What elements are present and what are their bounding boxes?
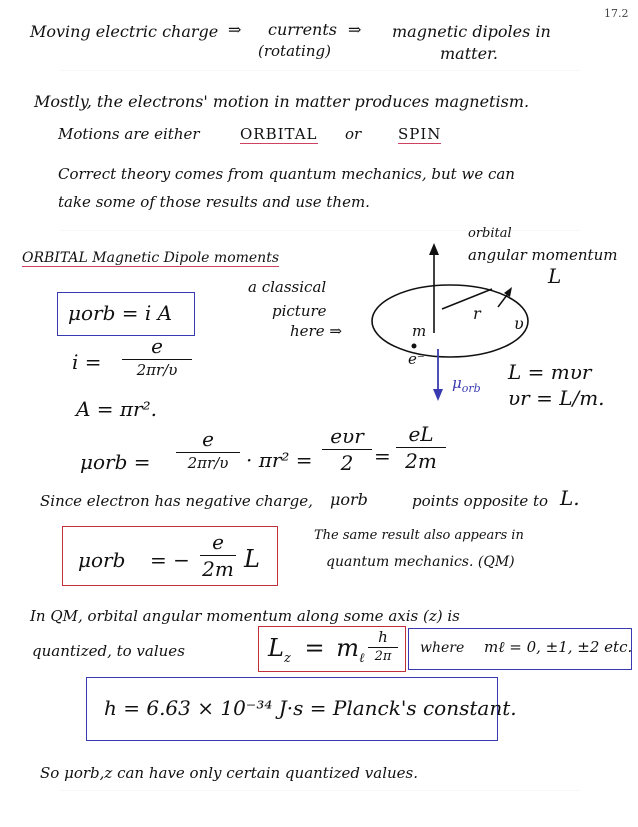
muorb-equals: = — [374, 444, 391, 468]
Lz-symbol: L — [268, 634, 284, 662]
muorb-frac2 — [322, 424, 372, 475]
classical-line1: a classical — [248, 278, 327, 296]
or-word: or — [345, 125, 362, 143]
m-label: m — [412, 322, 427, 340]
intro-dipoles: magnetic dipoles in — [392, 22, 551, 41]
mu-orb-diagram-label — [452, 374, 481, 395]
vr-equation: υr = L/m. — [508, 386, 605, 410]
since-L: L. — [560, 486, 580, 510]
page-number: 17.2 — [604, 7, 629, 20]
area-equation: A = πr². — [76, 397, 157, 421]
frac3-denominator: 2m — [405, 449, 437, 473]
para-motions: Motions are either — [58, 125, 200, 143]
since-mu: μorb — [330, 490, 368, 509]
L-equation: L = mυr — [508, 360, 592, 384]
r-label: r — [473, 304, 481, 323]
h-over-2pi — [368, 628, 398, 664]
classical-line3: here ⇒ — [290, 322, 342, 340]
since-text: Since electron has negative charge, — [40, 492, 313, 510]
intro-rotating: (rotating) — [258, 42, 331, 60]
quantized-line2: quantized, to values — [32, 642, 185, 660]
implies-arrow: ⇒ — [228, 20, 242, 39]
i-numerator: e — [151, 334, 163, 358]
Lz-equation — [268, 634, 364, 666]
fraction-bar — [176, 452, 240, 453]
frac2-denominator: 2 — [340, 451, 354, 475]
frac1-numerator: e — [202, 427, 214, 451]
since-rest: points opposite to — [412, 492, 549, 510]
intro-moving-charge: Moving electric charge — [30, 22, 219, 41]
muorb-frac3 — [396, 422, 446, 473]
paper-rule — [60, 70, 580, 71]
orbital-keyword: ORBITAL — [240, 125, 318, 143]
frac2-numerator: eυr — [330, 424, 364, 448]
Lz-subscript: z — [283, 650, 291, 666]
vector-mu-orb: μorb — [78, 548, 126, 572]
Lz-equals: = — [304, 634, 325, 662]
h-denominator: 2π — [374, 649, 392, 664]
ml-values: mℓ = 0, ±1, ±2 etc. — [484, 638, 633, 656]
quantized-line1: In QM, orbital angular momentum along some axis (z) is — [30, 607, 460, 625]
muorb-lhs: μorb = — [80, 450, 151, 474]
vector-equals-minus: = − — [150, 548, 190, 572]
frac3-numerator: eL — [408, 422, 434, 446]
orbital-label: orbital — [468, 226, 512, 241]
i-lhs: i = — [72, 350, 102, 374]
arrowhead-down — [433, 389, 443, 401]
mu-symbol: μ — [452, 374, 462, 392]
fraction-bar — [396, 447, 446, 448]
arrowhead-up — [429, 243, 439, 255]
vector-numerator: e — [212, 530, 224, 554]
paper-rule — [60, 790, 580, 791]
qm-note-line1: The same result also appears in — [314, 528, 524, 543]
vector-fraction — [200, 530, 236, 581]
muorb-middle: · πr² = — [246, 448, 313, 472]
radius-line — [442, 289, 492, 309]
orbit-ellipse — [372, 285, 528, 357]
electron-dot — [412, 344, 417, 349]
intro-currents: currents — [268, 20, 337, 39]
where-word: where — [420, 640, 465, 656]
section-heading: ORBITAL Magnetic Dipole moments — [22, 250, 280, 266]
fraction-bar — [122, 359, 192, 360]
h-numerator: h — [378, 628, 388, 646]
para-results: take some of those results and use them. — [58, 193, 370, 211]
fraction-bar — [322, 449, 372, 450]
electron-label: e⁻ — [408, 350, 425, 368]
frac1-denominator: 2πr/υ — [187, 454, 229, 472]
para-magnetism: Mostly, the electrons' motion in matter produces magnetism. — [34, 92, 530, 111]
fraction-bar — [200, 555, 236, 556]
ml-symbol: m — [336, 634, 359, 662]
i-denominator: 2πr/υ — [136, 361, 178, 379]
intro-matter: matter. — [440, 44, 499, 63]
L-vector-label: L — [548, 264, 562, 288]
ml-subscript: ℓ — [358, 650, 365, 666]
angular-momentum-label: angular momentum — [468, 246, 618, 264]
orb-subscript: orb — [461, 382, 481, 395]
v-label: υ — [514, 314, 524, 333]
implies-arrow: ⇒ — [348, 20, 362, 39]
fraction-bar — [368, 647, 398, 648]
i-fraction — [122, 334, 192, 379]
para-quantum: Correct theory comes from quantum mechanics, but we can — [58, 165, 515, 183]
vector-denominator: 2m — [202, 557, 234, 581]
spin-keyword: SPIN — [398, 125, 442, 143]
mu-orb-definition: μorb = i A — [68, 301, 173, 325]
classical-line2: picture — [272, 302, 327, 320]
vector-L: L — [244, 545, 260, 573]
planck-constant: h = 6.63 × 10⁻³⁴ J·s = Planck's constant. — [104, 696, 517, 720]
muorb-frac1 — [176, 427, 240, 472]
closing-line: So μorb,z can have only certain quantized values. — [40, 764, 418, 782]
qm-note-line2: quantum mechanics. (QM) — [326, 554, 515, 570]
